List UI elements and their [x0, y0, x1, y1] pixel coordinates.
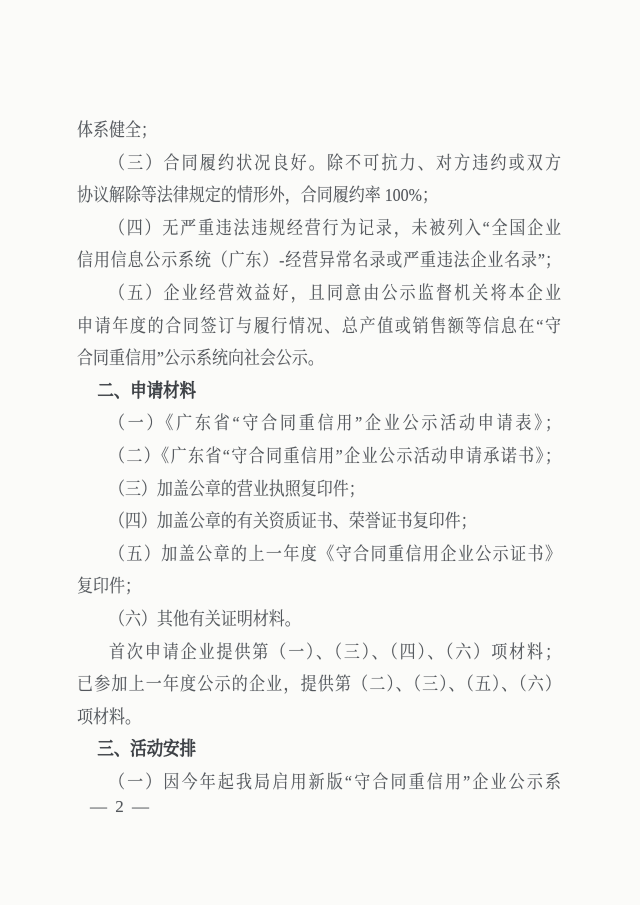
- doc-line-material-5-start: （五）加盖公章的上一年度《守合同重信用企业公示证书》: [108, 543, 561, 564]
- doc-line-material-6: （六）其他有关证明材料。: [108, 608, 301, 629]
- section-heading-activity-schedule: 三、活动安排: [97, 738, 197, 760]
- doc-line-returning-applicants: 已参加上一年度公示的企业，提供第（二）、（三）、（五）、（六）: [77, 674, 561, 695]
- doc-line-schedule-1-start: （一）因今年起我局启用新版“守合同重信用”企业公示系: [108, 771, 561, 792]
- doc-line-condition-4-start: （四）无严重违法违规经营行为记录，未被列入“全国企业: [108, 217, 561, 238]
- page-number: — 2 —: [90, 797, 151, 816]
- section-heading-application-materials: 二、申请材料: [97, 379, 197, 401]
- doc-line-condition-5-end: 合同重信用”公示系统向社会公示。: [77, 348, 324, 369]
- doc-line-material-1: （一）《广东省“守合同重信用”企业公示活动申请表》；: [108, 413, 561, 434]
- doc-line-condition-4-end: 信用信息公示系统（广东）-经营异常名录或严重违法企业名录”；: [77, 250, 561, 271]
- doc-line-material-3: （三）加盖公章的营业执照复印件；: [108, 478, 365, 499]
- doc-line-condition-3-end: 协议解除等法律规定的情形外，合同履约率 100%；: [77, 185, 438, 206]
- document-text-block: [77, 114, 561, 798]
- doc-line-material-2: （二）《广东省“守合同重信用”企业公示活动申请承诺书》；: [108, 445, 561, 466]
- doc-line-material-5-end: 复印件；: [77, 576, 141, 597]
- doc-line-first-time-applicants: 首次申请企业提供第（一）、（三）、（四）、（六）项材料；: [108, 641, 561, 662]
- doc-line-material-4: （四）加盖公章的有关资质证书、荣誉证书复印件；: [108, 511, 477, 532]
- doc-line-condition-3-start: （三）合同履约状况良好。除不可抗力、对方违约或双方: [108, 152, 561, 173]
- doc-line-body-system-sound: 体系健全；: [77, 120, 157, 140]
- doc-line-returning-applicants-end: 项材料。: [77, 706, 141, 727]
- doc-line-condition-5-middle: 申请年度的合同签订与履行情况、总产值或销售额等信息在“守: [77, 315, 561, 336]
- doc-line-condition-5-start: （五）企业经营效益好，且同意由公示监督机关将本企业: [108, 282, 561, 303]
